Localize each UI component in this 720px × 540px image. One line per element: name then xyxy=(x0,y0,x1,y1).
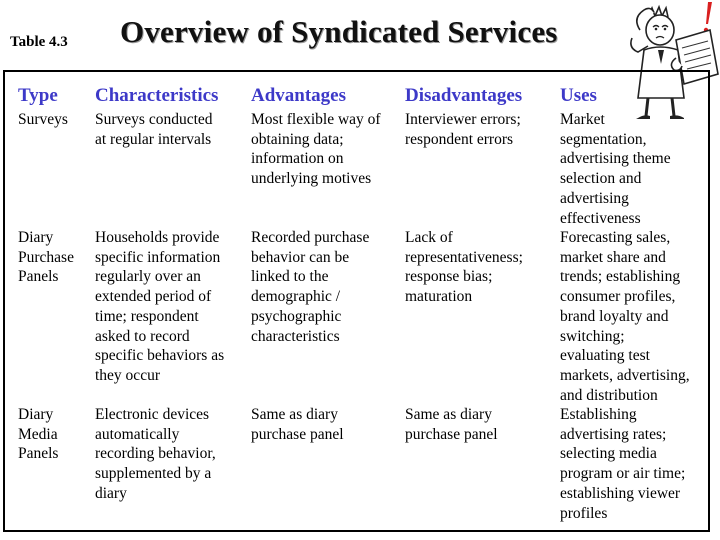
cell-line: Same as diary xyxy=(251,406,338,423)
cell-line: Panels xyxy=(18,445,59,463)
cell-line: and distribution xyxy=(560,386,658,404)
page-title: Overview of Syndicated Services xyxy=(120,14,558,49)
cell-line: Purchase xyxy=(18,248,74,266)
cell-line: Recorded purchase xyxy=(251,229,370,246)
cell-line: profiles xyxy=(560,504,608,522)
table-cell xyxy=(95,405,216,504)
column-header-type: Type xyxy=(18,85,58,106)
cell-line: Electronic devices xyxy=(95,406,210,423)
cell-line: market share and xyxy=(560,248,666,266)
cell-line: information on xyxy=(251,150,344,168)
cell-line: Market xyxy=(560,111,605,128)
cell-line: selecting media xyxy=(560,445,657,463)
cell-line: linked to the xyxy=(251,268,329,286)
cell-line: underlying motives xyxy=(251,170,372,188)
cell-line: evaluating test xyxy=(560,347,650,365)
table-cell xyxy=(251,228,369,346)
cell-line: consumer profiles, xyxy=(560,288,676,306)
cell-line: Interviewer errors; xyxy=(405,111,521,128)
cell-line: obtaining data; xyxy=(251,130,344,148)
cell-line: response bias; xyxy=(405,268,493,286)
cell-line: Most flexible way of xyxy=(251,111,381,128)
cell-line: effectiveness xyxy=(560,209,641,227)
table-cell xyxy=(560,228,690,405)
table-cell xyxy=(95,228,224,386)
cell-line: automatically xyxy=(95,425,180,443)
cell-line: purchase panel xyxy=(251,425,344,443)
table-cell xyxy=(251,405,344,444)
cell-line: time; respondent xyxy=(95,307,199,325)
cell-line: Diary xyxy=(18,229,54,246)
cell-line: establishing viewer xyxy=(560,484,681,502)
cell-line: switching; xyxy=(560,327,625,345)
table-cell xyxy=(405,110,521,149)
cell-line: supplemented by a xyxy=(95,465,212,483)
cell-line: Establishing xyxy=(560,406,637,423)
cell-line: brand loyalty and xyxy=(560,307,669,325)
table-cell xyxy=(560,405,685,523)
cell-line: segmentation, xyxy=(560,130,647,148)
cell-line: extended period of xyxy=(95,288,212,306)
cell-line: respondent errors xyxy=(405,130,514,148)
cell-line: Same as diary xyxy=(405,406,492,423)
cell-line: recording behavior, xyxy=(95,445,216,463)
cell-line: diary xyxy=(95,484,127,502)
cell-line: Surveys xyxy=(18,111,68,128)
cell-line: Panels xyxy=(18,268,59,286)
column-header-characteristics: Characteristics xyxy=(95,85,219,106)
cell-line: psychographic xyxy=(251,307,342,325)
table-label: Table 4.3 xyxy=(10,34,68,50)
cell-line: Households provide xyxy=(95,229,220,246)
cell-line: Lack of xyxy=(405,229,453,246)
table-cell xyxy=(405,405,498,444)
cell-line: advertising rates; xyxy=(560,425,667,443)
cell-line: advertising theme xyxy=(560,150,671,168)
table-cell xyxy=(95,110,213,149)
cell-line: Surveys conducted xyxy=(95,111,213,128)
cell-line: they occur xyxy=(95,366,160,384)
cell-line: Media xyxy=(18,425,58,443)
cell-line: selection and xyxy=(560,170,642,188)
cell-line: markets, advertising, xyxy=(560,366,690,384)
cell-line: maturation xyxy=(405,288,473,306)
cell-line: specific behaviors as xyxy=(95,347,225,365)
column-header-disadvantages: Disadvantages xyxy=(405,85,523,106)
cell-line: program or air time; xyxy=(560,465,686,483)
cell-line: specific information xyxy=(95,248,221,266)
column-header-uses: Uses xyxy=(560,85,597,106)
cell-line: representativeness; xyxy=(405,248,523,266)
cell-line: demographic / xyxy=(251,288,341,306)
table-cell xyxy=(251,110,381,189)
table-cell xyxy=(18,405,58,464)
table-cell xyxy=(18,228,74,287)
cell-line: regularly over an xyxy=(95,268,201,286)
table-cell xyxy=(405,228,523,307)
column-header-advantages: Advantages xyxy=(251,85,347,106)
cell-line: characteristics xyxy=(251,327,340,345)
cell-line: Diary xyxy=(18,406,54,423)
cell-line: advertising xyxy=(560,189,629,207)
table-cell xyxy=(560,110,671,228)
cell-line: behavior can be xyxy=(251,248,350,266)
cell-line: purchase panel xyxy=(405,425,498,443)
cell-line: Forecasting sales, xyxy=(560,229,671,246)
cell-line: trends; establishing xyxy=(560,268,681,286)
cell-line: at regular intervals xyxy=(95,130,212,148)
cell-line: asked to record xyxy=(95,327,190,345)
table-cell xyxy=(18,110,68,130)
